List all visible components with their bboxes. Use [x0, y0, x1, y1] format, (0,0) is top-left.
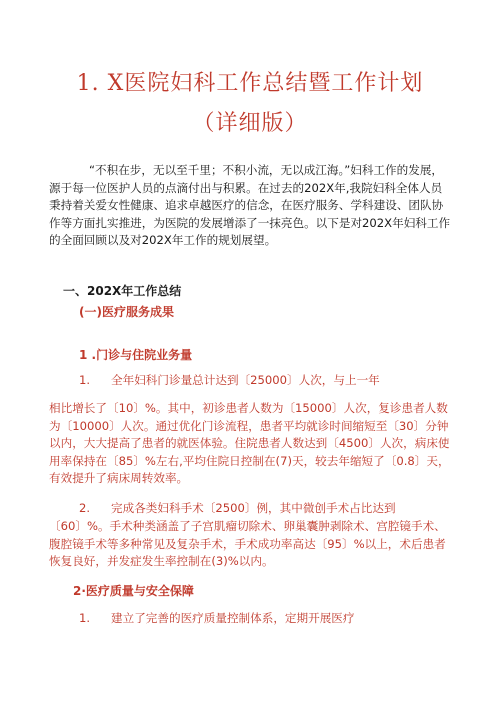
- paragraph-1-number: 1.: [79, 373, 91, 387]
- paragraph-3-lead: 建立了完善的医疗质量控制体系，定期开展医疗: [111, 611, 355, 625]
- paragraph-3-number: 1.: [79, 611, 91, 625]
- intro-paragraph: “不积在步，无以至千里；不积小流，无以成江海。”妇科工作的发展，源于每一位医护人员的点滴付出与积累。在过去的202X年,我院妇科全体人员秉持着关爱女性健康、追求卓越医疗的信念，在医疗服务、学科建设、团队协作等方面扎实推进，为医院的发展增添了一抹亮色。以下是对202X年妇科工作的全面回顾以及对202X年工作的规划展望。: [49, 163, 451, 247]
- section-heading-summary: 一、202X年工作总结: [63, 284, 182, 298]
- paragraph-1-body: 相比增长了〔10〕%。其中，初诊患者人数为〔15000〕人次，复诊患者人数为〔10000〕人次。通过优化门诊流程，患者平均就诊时间缩短至〔30〕分钟以内，大大提高了患者的就医体验。住院患者人数达到〔4500〕人次，病床使用率保持在〔85〕%左右,平均住院日控制在(7)天，较去年缩短了〔0.8〕天，有效提升了病床周转效率。: [49, 401, 450, 485]
- subsection-heading-medical-service: (一)医疗服务成果: [79, 305, 174, 319]
- paragraph-2-lead: 完成各类妇科手术〔2500〕例，其中微创手术占比达到: [111, 501, 396, 515]
- paragraph-2-body: 〔60〕%。手术种类涵盖了子宫肌瘤切除术、卵巢囊肿剥除术、宫腔镜手术、腹腔镜手术等多种常见及复杂手术，手术成功率高达〔95〕%以上，术后患者恢复良好，并发症发生率控制在(3)%以内。: [49, 519, 446, 568]
- document-title: 1. X医院妇科工作总结暨工作计划: [76, 71, 424, 96]
- document-subtitle: （详细版）: [192, 111, 308, 136]
- paragraph-2-first-line: [79, 500, 396, 516]
- item-heading-quality: 2·医疗质量与安全保障: [73, 584, 194, 598]
- item-heading-outpatient: 1 .门诊与住院业务量: [79, 348, 193, 362]
- paragraph-1-lead: 全年妇科门诊量总计达到〔25000〕人次，与上一年: [111, 373, 380, 387]
- paragraph-3-first-line: [79, 610, 354, 626]
- paragraph-1-first-line: [79, 372, 380, 388]
- paragraph-2-number: 2.: [79, 501, 91, 515]
